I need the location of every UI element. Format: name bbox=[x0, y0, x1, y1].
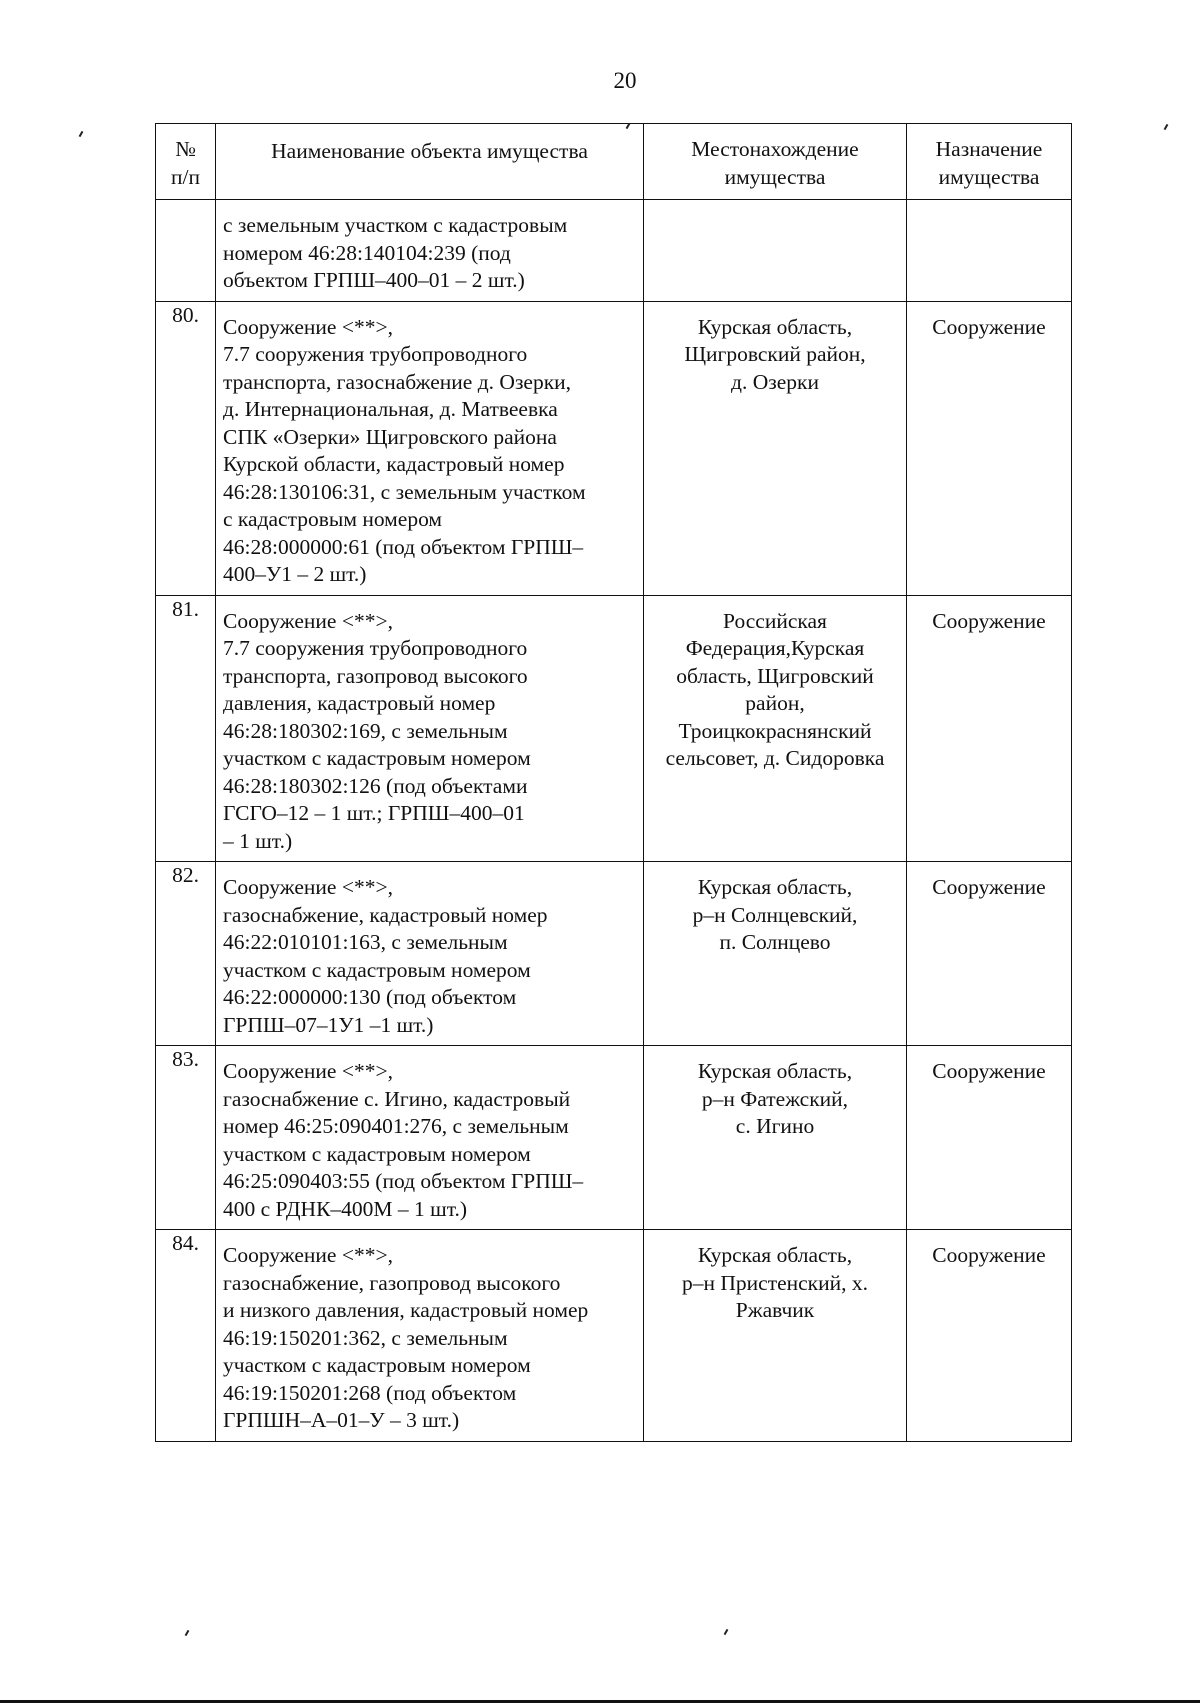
property-name-line: Сооружение <**>, bbox=[223, 1059, 393, 1083]
property-name-line: участком с кадастровым номером bbox=[223, 1353, 531, 1377]
property-location bbox=[644, 1046, 907, 1230]
property-name-line: номер 46:25:090401:276, с земельным bbox=[223, 1114, 569, 1138]
property-location-line: р–н Фатежский, bbox=[701, 1086, 849, 1111]
property-table bbox=[155, 123, 1072, 1442]
header-name bbox=[216, 124, 644, 200]
table-row bbox=[156, 862, 1072, 1046]
property-name-line: ГСГО–12 – 1 шт.; ГРПШ–400–01 bbox=[223, 801, 525, 825]
table-row bbox=[156, 1046, 1072, 1230]
property-name-line: 46:28:180302:126 (под объектами bbox=[223, 773, 528, 798]
property-name-line: 400 с РДНК–400М – 1 шт.) bbox=[223, 1196, 468, 1221]
property-location-line: р–н Пристенский, х. bbox=[681, 1270, 869, 1295]
property-location-line: п. Солнцево bbox=[719, 930, 831, 954]
property-location-line: область, Щигровский bbox=[676, 663, 874, 688]
property-name-line: Курской области, кадастровый номер bbox=[223, 452, 565, 476]
property-location-line: сельсовет, д. Сидоровка bbox=[665, 746, 885, 770]
property-location-line: Ржавчик bbox=[735, 1298, 815, 1322]
page-number: 20 bbox=[613, 68, 637, 93]
property-purpose bbox=[907, 200, 1072, 302]
header-num-line: п/п bbox=[171, 164, 200, 189]
property-location-line: с. Игино bbox=[735, 1114, 815, 1138]
property-location-line: Троицкокраснянский bbox=[678, 718, 872, 743]
property-name-line: давления, кадастровый номер bbox=[223, 691, 496, 715]
property-name-line: объектом ГРПШ–400–01 – 2 шт.) bbox=[223, 268, 525, 292]
property-location-line: Федерация,Курская bbox=[685, 636, 865, 660]
table-row bbox=[156, 301, 1072, 595]
header-num bbox=[156, 124, 216, 200]
property-location-line: район, bbox=[745, 691, 805, 715]
row-number: 81. bbox=[156, 595, 216, 862]
property-name-line: 46:22:010101:163, с земельным bbox=[223, 930, 508, 954]
scan-mark bbox=[724, 1629, 729, 1635]
property-location-line: Курская область, bbox=[697, 1243, 853, 1267]
property-name bbox=[216, 862, 644, 1046]
property-name-line: участком с кадастровым номером bbox=[223, 957, 531, 982]
property-location bbox=[644, 200, 907, 302]
property-location-line: д. Озерки bbox=[731, 369, 819, 394]
property-name bbox=[216, 595, 644, 862]
row-number: 80. bbox=[156, 301, 216, 595]
row-number bbox=[156, 200, 216, 302]
property-name-line: Сооружение <**>, bbox=[223, 1243, 393, 1267]
property-name-line: СПК «Озерки» Щигровского района bbox=[223, 424, 557, 449]
property-name-line: транспорта, газоснабжение д. Озерки, bbox=[223, 369, 572, 394]
property-name-line: 7.7 сооружения трубопроводного bbox=[223, 342, 528, 366]
row-number: 84. bbox=[156, 1230, 216, 1442]
property-name-line: – 1 шт.) bbox=[223, 828, 293, 853]
property-location bbox=[644, 595, 907, 862]
property-location bbox=[644, 862, 907, 1046]
property-name-line: 400–У1 – 2 шт.) bbox=[223, 562, 367, 586]
scan-mark bbox=[1164, 124, 1169, 130]
property-location-line: Российская bbox=[723, 608, 827, 633]
property-location-line: Курская область, bbox=[697, 1059, 853, 1083]
scan-mark bbox=[79, 131, 84, 137]
scan-mark bbox=[185, 1630, 190, 1636]
property-name-line: с земельным участком с кадастровым bbox=[223, 213, 568, 237]
property-name-line: 46:22:000000:130 (под объектом bbox=[223, 985, 517, 1009]
table-row bbox=[156, 1230, 1072, 1442]
header-name-line: Наименование объекта имущества bbox=[271, 139, 588, 163]
table-header-row bbox=[156, 124, 1072, 200]
header-purpose bbox=[907, 124, 1072, 200]
property-location bbox=[644, 1230, 907, 1442]
property-location-line: р–н Солнцевский, bbox=[692, 902, 858, 927]
property-location-line: Курская область, bbox=[697, 314, 853, 339]
property-name-line: 7.7 сооружения трубопроводного bbox=[223, 636, 528, 660]
property-name-line: газоснабжение с. Игино, кадастровый bbox=[223, 1086, 571, 1111]
property-name bbox=[216, 301, 644, 595]
property-location-line: Щигровский район, bbox=[684, 342, 866, 366]
property-purpose: Сооружение bbox=[907, 1046, 1072, 1230]
property-name bbox=[216, 1046, 644, 1230]
property-name-line: транспорта, газопровод высокого bbox=[223, 663, 528, 688]
property-purpose: Сооружение bbox=[907, 862, 1072, 1046]
property-name-line: номером 46:28:140104:239 (под bbox=[223, 240, 511, 265]
property-purpose: Сооружение bbox=[907, 595, 1072, 862]
property-name-line: участком с кадастровым номером bbox=[223, 1141, 531, 1166]
header-purpose-line: Назначение bbox=[935, 137, 1043, 161]
row-number: 82. bbox=[156, 862, 216, 1046]
property-purpose: Сооружение bbox=[907, 301, 1072, 595]
property-name-line: 46:19:150201:268 (под объектом bbox=[223, 1380, 517, 1405]
header-location-line: Местонахождение bbox=[691, 137, 859, 161]
property-location bbox=[644, 301, 907, 595]
property-name bbox=[216, 1230, 644, 1442]
property-name-line: Сооружение <**>, bbox=[223, 608, 393, 633]
header-purpose-line: имущества bbox=[938, 164, 1040, 189]
property-name-line: ГРПШН–А–01–У – 3 шт.) bbox=[223, 1408, 460, 1432]
table-row bbox=[156, 200, 1072, 302]
property-name-line: 46:19:150201:362, с земельным bbox=[223, 1325, 508, 1350]
property-name-line: Сооружение <**>, bbox=[223, 875, 393, 899]
property-name-line: ГРПШ–07–1У1 –1 шт.) bbox=[223, 1012, 434, 1037]
property-name-line: участком с кадастровым номером bbox=[223, 746, 531, 770]
property-name-line: д. Интернациональная, д. Матвеевка bbox=[223, 397, 558, 421]
property-name-line: 46:25:090403:55 (под объектом ГРПШ– bbox=[223, 1169, 584, 1193]
property-location-line: Курская область, bbox=[697, 875, 853, 899]
property-purpose: Сооружение bbox=[907, 1230, 1072, 1442]
property-name-line: 46:28:000000:61 (под объектом ГРПШ– bbox=[223, 534, 584, 559]
property-name-line: и низкого давления, кадастровый номер bbox=[223, 1298, 589, 1322]
header-num-line: № bbox=[175, 137, 196, 161]
header-location bbox=[644, 124, 907, 200]
row-number: 83. bbox=[156, 1046, 216, 1230]
table-row bbox=[156, 595, 1072, 862]
property-name-line: с кадастровым номером bbox=[223, 507, 443, 531]
property-name-line: газоснабжение, газопровод высокого bbox=[223, 1270, 561, 1295]
header-location-line: имущества bbox=[724, 164, 826, 189]
property-name-line: газоснабжение, кадастровый номер bbox=[223, 902, 548, 927]
property-name-line: Сооружение <**>, bbox=[223, 314, 393, 339]
property-name-line: 46:28:130106:31, с земельным участком bbox=[223, 479, 586, 504]
property-name bbox=[216, 200, 644, 302]
property-name-line: 46:28:180302:169, с земельным bbox=[223, 718, 508, 743]
